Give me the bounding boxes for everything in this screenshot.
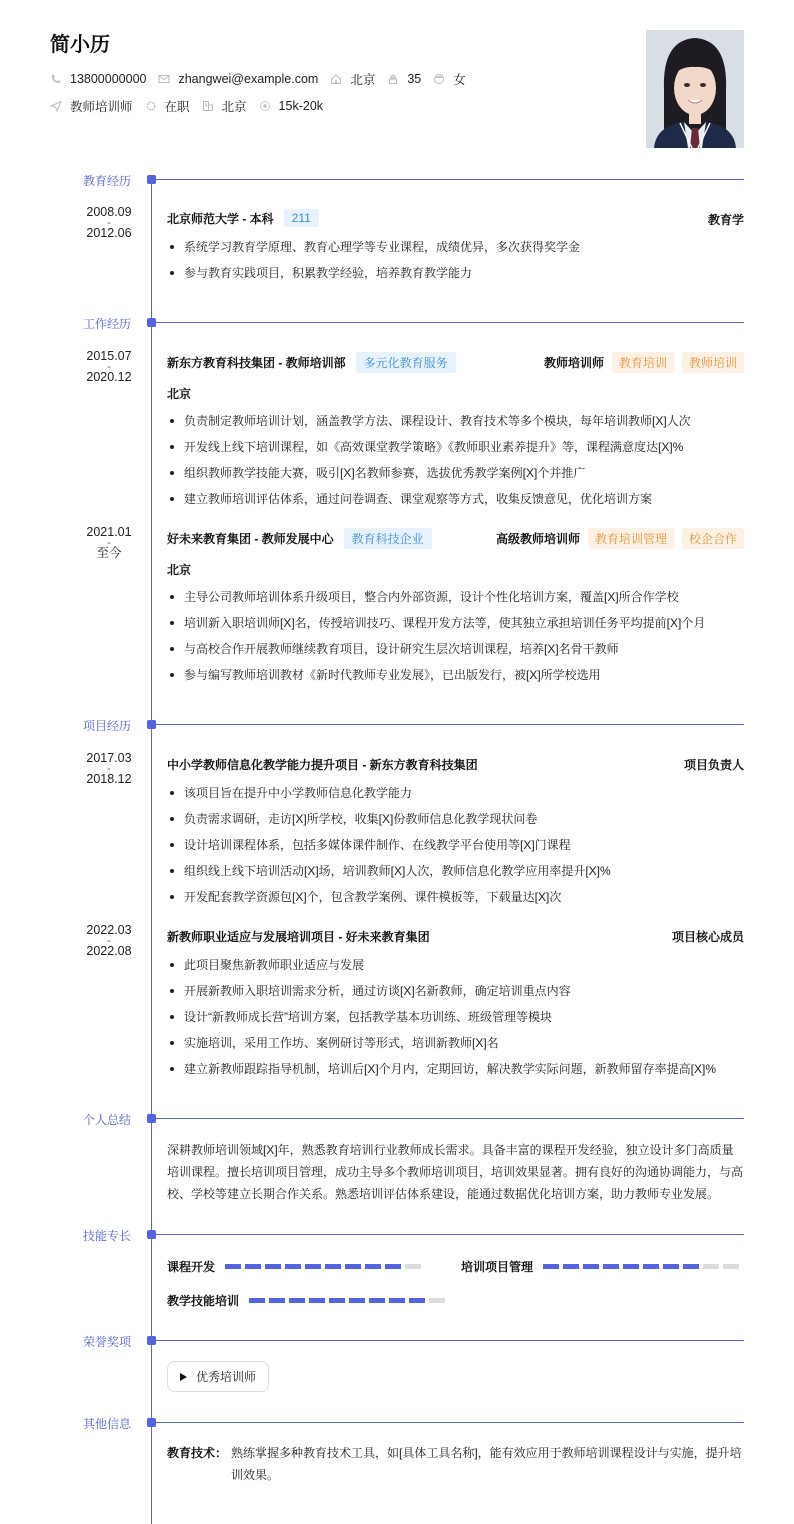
skill-segment bbox=[289, 1298, 305, 1303]
section-title: 技能专长 bbox=[83, 1229, 132, 1243]
section-skills bbox=[0, 1227, 794, 1243]
other-info-item bbox=[167, 1442, 747, 1486]
skill-segment bbox=[583, 1264, 599, 1269]
other-info-value: 熟练掌握多种教育技术工具，如[具体工具名称]，能有效应用于教师培训课程设计与实施，提升培训效果。 bbox=[231, 1446, 742, 1482]
divider bbox=[156, 1118, 744, 1119]
list-item: 组织线上线下培训活动[X]场，培训教师[X]人次，教师信息化教学应用率提升[X]% bbox=[167, 858, 611, 884]
home-item bbox=[330, 70, 375, 88]
skill-segment bbox=[269, 1298, 285, 1303]
skill-segment bbox=[285, 1264, 301, 1269]
gender-text: 女 bbox=[453, 73, 466, 87]
work-date: 2015.07 - 2020.12 bbox=[86, 349, 132, 384]
timeline-dot-icon bbox=[147, 1230, 156, 1239]
role-tag: 教师培训 bbox=[682, 352, 744, 373]
list-item: 该项目旨在提升中小学教师信息化教学能力 bbox=[167, 780, 611, 806]
timeline-dot-icon bbox=[147, 175, 156, 184]
salary-text: 15k-20k bbox=[278, 99, 324, 113]
list-item: 建立教师培训评估体系，通过问卷调查、课堂观察等方式，收集反馈意见，优化培训方案 bbox=[167, 486, 691, 512]
work-location: 北京 bbox=[167, 563, 192, 577]
skill-level-bar bbox=[249, 1298, 449, 1303]
home-icon bbox=[330, 73, 342, 85]
company-tag: 教育科技企业 bbox=[344, 528, 432, 549]
email-text: zhangwei@example.com bbox=[178, 72, 319, 86]
phone-text: 13800000000 bbox=[70, 72, 147, 86]
section-title: 工作经历 bbox=[83, 317, 132, 331]
skill-segment bbox=[389, 1298, 405, 1303]
city-item bbox=[202, 97, 247, 115]
list-item: 负责需求调研，走访[X]所学校，收集[X]份教师信息化教学现状问卷 bbox=[167, 806, 611, 832]
skill-segment bbox=[723, 1264, 739, 1269]
work-bullets bbox=[167, 408, 691, 512]
salary-item bbox=[259, 99, 323, 113]
project-role: 项目核心成员 bbox=[671, 930, 744, 944]
age-item bbox=[387, 72, 421, 86]
skill-segment bbox=[543, 1264, 559, 1269]
skill-segment bbox=[623, 1264, 639, 1269]
list-item: 实施培训，采用工作坊、案例研讨等形式，培训新教师[X]名 bbox=[167, 1030, 716, 1056]
divider bbox=[156, 1422, 744, 1423]
skill-segment bbox=[385, 1264, 401, 1269]
skill-segment bbox=[663, 1264, 679, 1269]
section-work bbox=[0, 315, 794, 331]
skill-segment bbox=[683, 1264, 699, 1269]
work-role: 教师培训师 教育培训 教师培训 bbox=[544, 352, 744, 373]
skill-level-bar bbox=[225, 1264, 425, 1269]
list-item: 负责制定教师培训计划，涵盖教学方法、课程设计、教育技术等多个模块，每年培训教师[X]人次 bbox=[167, 408, 691, 434]
skill-item: 课程开发 bbox=[167, 1258, 425, 1275]
project-bullets bbox=[167, 780, 611, 910]
skill-segment bbox=[265, 1264, 281, 1269]
city-text: 北京 bbox=[221, 100, 247, 114]
list-item: 开发配套教学资源包[X]个，包含教学案例、课件模板等，下载量达[X]次 bbox=[167, 884, 611, 910]
divider bbox=[156, 1340, 744, 1341]
divider bbox=[156, 1234, 744, 1235]
skill-segment bbox=[305, 1264, 321, 1269]
list-item: 开展新教师入职培训需求分析，通过访谈[X]名新教师，确定培训重点内容 bbox=[167, 978, 716, 1004]
skill-segment bbox=[329, 1298, 345, 1303]
skill-segment bbox=[563, 1264, 579, 1269]
project-bullets bbox=[167, 952, 716, 1082]
age-icon bbox=[387, 73, 399, 85]
gender-icon bbox=[433, 73, 445, 85]
skill-segment bbox=[245, 1264, 261, 1269]
salary-icon bbox=[259, 100, 271, 112]
project-title: 中小学教师信息化教学能力提升项目 - 新东方教育科技集团 bbox=[167, 758, 478, 772]
list-item: 组织教师教学技能大赛，吸引[X]名教师参赛，选拔优秀教学案例[X]个并推广 bbox=[167, 460, 691, 486]
project-role: 项目负责人 bbox=[683, 758, 744, 772]
list-item: 系统学习教育学原理、教育心理学等专业课程，成绩优异，多次获得奖学金 bbox=[167, 234, 580, 260]
list-item: 培训新入职培训师[X]名，传授培训技巧、课程开发方法等，使其独立承担培训任务平均提前[X]个月 bbox=[167, 610, 705, 636]
education-major: 教育学 bbox=[707, 213, 744, 227]
work-title: 新东方教育科技集团 - 教师培训部 多元化教育服务 bbox=[167, 352, 456, 373]
education-title: 北京师范大学 - 本科 211 bbox=[167, 209, 319, 227]
send-icon bbox=[50, 100, 62, 112]
timeline-dot-icon bbox=[147, 720, 156, 729]
timeline-dot-icon bbox=[147, 1114, 156, 1123]
section-projects bbox=[0, 717, 794, 733]
building-icon bbox=[202, 100, 214, 112]
list-item: 此项目聚焦新教师职业适应与发展 bbox=[167, 952, 716, 978]
list-item: 参与教育实践项目，积累教学经验，培养教育教学能力 bbox=[167, 260, 580, 286]
position-item bbox=[50, 97, 133, 115]
list-item: 建立新教师跟踪指导机制，培训后[X]个月内，定期回访，解决教学实际问题，新教师留存率提高[X]% bbox=[167, 1056, 716, 1082]
timeline-line bbox=[151, 178, 152, 1524]
divider bbox=[156, 179, 744, 180]
mail-icon bbox=[158, 73, 170, 85]
list-item: 设计“新教师成长营”培训方案，包括教学基本功训练、班级管理等模块 bbox=[167, 1004, 716, 1030]
skill-segment bbox=[249, 1298, 265, 1303]
skill-segment bbox=[405, 1264, 421, 1269]
status-text: 在职 bbox=[164, 100, 190, 114]
section-education bbox=[0, 172, 794, 188]
project-date: 2022.03 - 2022.08 bbox=[86, 923, 132, 958]
skill-item: 教学技能培训 bbox=[167, 1292, 449, 1309]
position-text: 教师培训师 bbox=[70, 100, 133, 114]
email-item bbox=[158, 72, 318, 86]
project-date: 2017.03 - 2018.12 bbox=[86, 751, 132, 786]
play-triangle-icon bbox=[180, 1373, 187, 1381]
skill-segment bbox=[603, 1264, 619, 1269]
list-item: 与高校合作开展教师继续教育项目，设计研究生层次培训课程，培养[X]名骨干教师 bbox=[167, 636, 705, 662]
education-bullets bbox=[167, 234, 580, 286]
role-tag: 校企合作 bbox=[682, 528, 744, 549]
work-date: 2021.01 - 至今 bbox=[86, 525, 132, 560]
divider bbox=[156, 322, 744, 323]
skill-segment bbox=[325, 1264, 341, 1269]
section-title: 教育经历 bbox=[83, 174, 132, 188]
skill-segment bbox=[349, 1298, 365, 1303]
skill-segment bbox=[365, 1264, 381, 1269]
other-info-key: 教育技术： bbox=[167, 1446, 228, 1460]
skill-segment bbox=[345, 1264, 361, 1269]
role-tag: 教育培训 bbox=[612, 352, 674, 373]
timeline-dot-icon bbox=[147, 1418, 156, 1427]
home-text: 北京 bbox=[350, 73, 376, 87]
list-item: 开发线上线下培训课程，如《高效课堂教学策略》《教师职业素养提升》等，课程满意度达[X]% bbox=[167, 434, 691, 460]
skill-segment bbox=[225, 1264, 241, 1269]
profile-photo bbox=[646, 30, 744, 148]
role-tag: 教育培训管理 bbox=[588, 528, 674, 549]
skill-segment bbox=[309, 1298, 325, 1303]
section-awards bbox=[0, 1333, 794, 1349]
contact-row bbox=[50, 70, 478, 88]
section-title: 荣誉奖项 bbox=[83, 1335, 132, 1349]
work-bullets bbox=[167, 584, 705, 688]
section-title: 其他信息 bbox=[83, 1417, 132, 1431]
education-date: 2008.09 - 2012.06 bbox=[86, 205, 132, 240]
list-item: 主导公司教师培训体系升级项目，整合内外部资源，设计个性化培训方案，覆盖[X]所合作学校 bbox=[167, 584, 705, 610]
skill-item: 培训项目管理 bbox=[461, 1258, 743, 1275]
section-title: 项目经历 bbox=[83, 719, 132, 733]
company-tag: 多元化教育服务 bbox=[356, 352, 456, 373]
phone-item bbox=[50, 72, 146, 86]
work-role: 高级教师培训师 教育培训管理 校企合作 bbox=[496, 528, 744, 549]
section-title: 个人总结 bbox=[83, 1113, 132, 1127]
status-icon bbox=[145, 100, 157, 112]
phone-icon bbox=[50, 73, 62, 85]
skill-level-bar bbox=[543, 1264, 743, 1269]
skill-segment bbox=[429, 1298, 445, 1303]
gender-item bbox=[433, 70, 466, 88]
status-item bbox=[145, 97, 190, 115]
skill-segment bbox=[703, 1264, 719, 1269]
job-intent-row bbox=[50, 97, 335, 115]
list-item: 设计培训课程体系，包括多媒体课件制作、在线教学平台使用等[X]门课程 bbox=[167, 832, 611, 858]
age-text: 35 bbox=[407, 72, 422, 86]
school-tag: 211 bbox=[284, 209, 319, 227]
section-other bbox=[0, 1415, 794, 1431]
timeline-dot-icon bbox=[147, 1336, 156, 1345]
project-title: 新教师职业适应与发展培训项目 - 好未来教育集团 bbox=[167, 930, 430, 944]
resume-name: 简小历 bbox=[50, 34, 110, 56]
skill-segment bbox=[369, 1298, 385, 1303]
divider bbox=[156, 724, 744, 725]
skill-segment bbox=[643, 1264, 659, 1269]
section-summary bbox=[0, 1111, 794, 1127]
summary-text: 深耕教师培训领域[X]年，熟悉教育培训行业教师成长需求。具备丰富的课程开发经验，独立设计多门高质量培训课程。擅长培训项目管理，成功主导多个教师培训项目，培训效果显著。拥有良好的沟通协调能力，与高校、学校等建立长期合作关系。熟悉培训评估体系建设，能通过数据优化培训方案，助力教师专业发展。 bbox=[167, 1143, 744, 1201]
work-title: 好未来教育集团 - 教师发展中心 教育科技企业 bbox=[167, 528, 432, 549]
list-item: 参与编写教师培训教材《新时代教师专业发展》，已出版发行，被[X]所学校选用 bbox=[167, 662, 705, 688]
skill-segment bbox=[409, 1298, 425, 1303]
award-item[interactable]: 优秀培训师 bbox=[167, 1361, 269, 1392]
timeline-dot-icon bbox=[147, 318, 156, 327]
work-location: 北京 bbox=[167, 387, 192, 401]
